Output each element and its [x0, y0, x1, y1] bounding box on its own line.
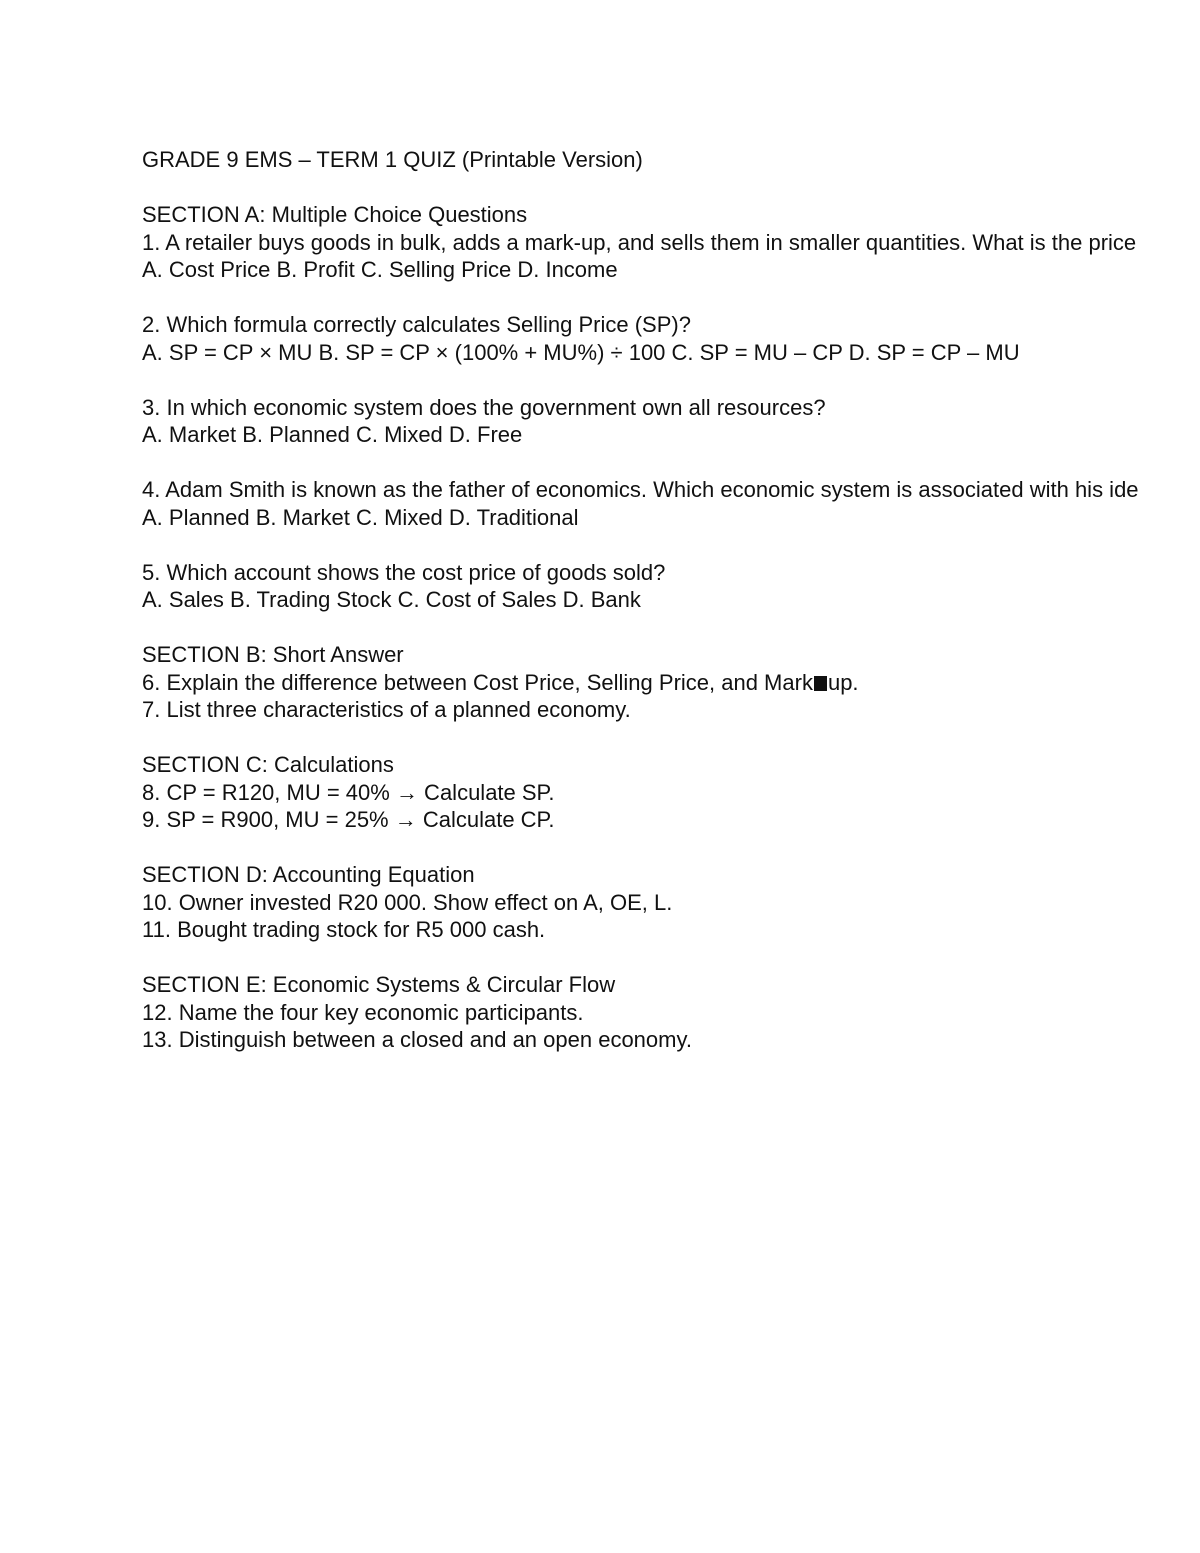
question-6 — [142, 669, 1200, 697]
question-4-options: A. Planned B. Market C. Mixed D. Traditional — [142, 504, 579, 530]
question-9: 9. SP = R900, MU = 25% → Calculate CP. — [142, 807, 555, 832]
section-c-heading: SECTION C: Calculations — [142, 752, 394, 777]
spacer — [142, 284, 1200, 312]
missing-glyph-icon — [814, 676, 827, 691]
spacer — [142, 174, 1200, 202]
question-6-suffix: up. — [827, 669, 859, 695]
question-13: 13. Distinguish between a closed and an open economy. — [142, 1027, 692, 1052]
question-2-options: A. SP = CP × MU B. SP = CP × (100% + MU%) ÷ 100 C. SP = MU – CP D. SP = CP – MU — [142, 339, 1020, 365]
spacer — [142, 614, 1200, 642]
section-e-heading: SECTION E: Economic Systems & Circular Flow — [142, 972, 616, 997]
question-5: 5. Which account shows the cost price of goods sold? — [142, 559, 666, 585]
question-6-prefix: 6. Explain the difference between Cost Price, Selling Price, and Mark — [142, 669, 813, 695]
question-2: 2. Which formula correctly calculates Selling Price (SP)? — [142, 312, 691, 337]
question-3: 3. In which economic system does the government own all resources? — [142, 394, 826, 420]
question-1-options: A. Cost Price B. Profit C. Selling Price D. Income — [142, 257, 618, 282]
spacer — [142, 834, 1200, 862]
question-3-options: A. Market B. Planned C. Mixed D. Free — [142, 422, 523, 447]
question-1: 1. A retailer buys goods in bulk, adds a mark-up, and sells them in smaller quantities. What is the price — [142, 229, 1137, 255]
section-d-heading: SECTION D: Accounting Equation — [142, 862, 475, 887]
quiz-content — [142, 146, 1200, 1054]
spacer — [142, 449, 1200, 477]
question-7: 7. List three characteristics of a planned economy. — [142, 697, 631, 722]
question-11: 11. Bought trading stock for R5 000 cash. — [142, 917, 546, 942]
document-title: GRADE 9 EMS – TERM 1 QUIZ (Printable Version) — [142, 147, 643, 172]
spacer — [142, 531, 1200, 559]
question-8: 8. CP = R120, MU = 40% → Calculate SP. — [142, 779, 555, 805]
spacer — [142, 944, 1200, 972]
section-a-heading: SECTION A: Multiple Choice Questions — [142, 202, 528, 227]
question-4: 4. Adam Smith is known as the father of economics. Which economic system is associated with his ide — [142, 477, 1139, 502]
spacer — [142, 724, 1200, 752]
section-b-heading: SECTION B: Short Answer — [142, 642, 404, 667]
question-12: 12. Name the four key economic participants. — [142, 999, 584, 1025]
question-5-options: A. Sales B. Trading Stock C. Cost of Sales D. Bank — [142, 587, 641, 612]
question-10: 10. Owner invested R20 000. Show effect on A, OE, L. — [142, 889, 673, 915]
spacer — [142, 366, 1200, 394]
